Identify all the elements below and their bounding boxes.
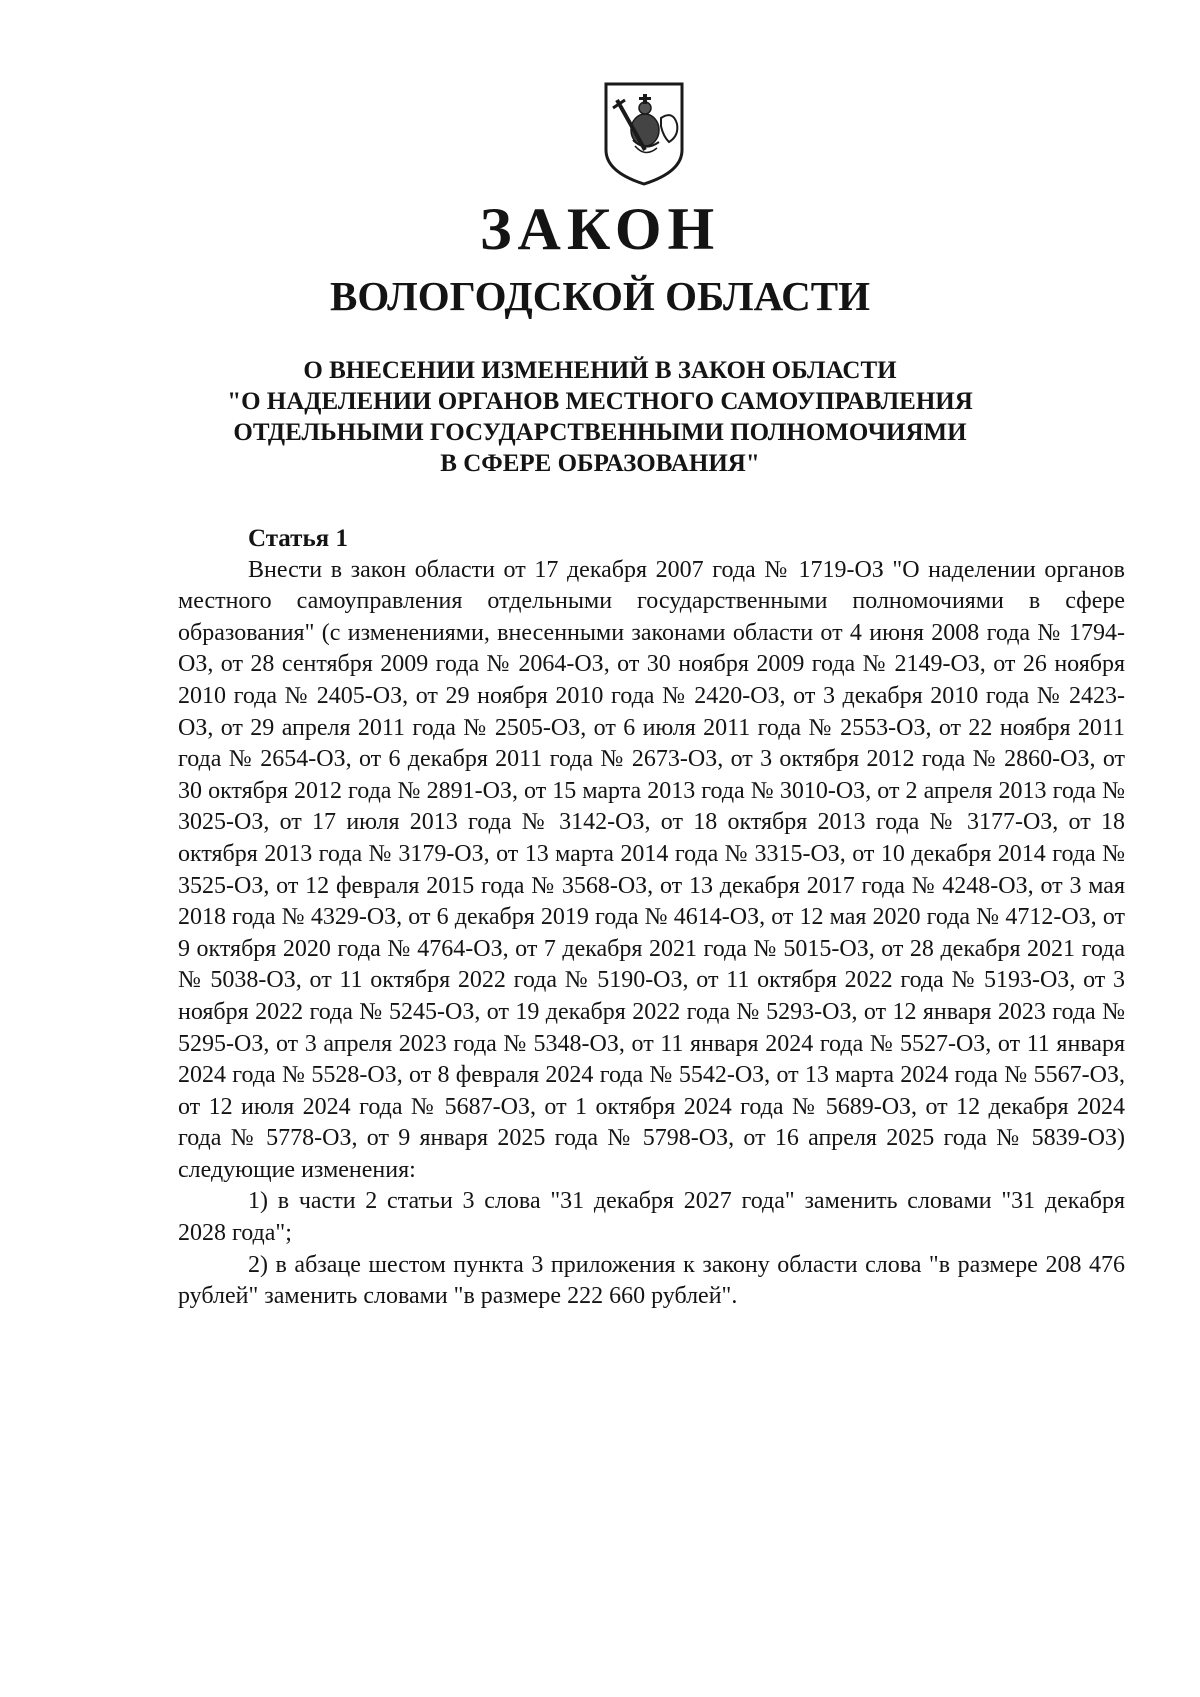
article-heading: Статья 1	[248, 525, 348, 552]
article-intro-paragraph: Внести в закон области от 17 декабря 2007 года № 1719-ОЗ "О наделении органов местного самоуправления отдельными государственными полномочиями в сфере образования" (с изменениями, внесенными законами области от 4 июня 2008 года № 1794-ОЗ, от 28 сентября 2009 года № 2064-ОЗ, от 30 ноября 2009 года № 2149-ОЗ, от 26 ноября 2010 года № 2405-ОЗ, от 29 ноября 2010 года № 2420-ОЗ, от 3 декабря 2010 года № 2423-ОЗ, от 29 апреля 2011 года № 2505-ОЗ, от 6 июля 2011 года № 2553-ОЗ, от 22 ноября 2011 года № 2654-ОЗ, от 6 декабря 2011 года № 2673-ОЗ, от 3 октября 2012 года № 2860-ОЗ, от 30 октября 2012 года № 2891-ОЗ, от 15 марта 2013 года № 3010-ОЗ, от 2 апреля 2013 года № 3025-ОЗ, от 17 июля 2013 года № 3142-ОЗ, от 18 октября 2013 года № 3177-ОЗ, от 18 октября 2013 года № 3179-ОЗ, от 13 марта 2014 года № 3315-ОЗ, от 10 декабря 2014 года № 3525-ОЗ, от 12 февраля 2015 года № 3568-ОЗ, от 13 декабря 2017 года № 4248-ОЗ, от 3 мая 2018 года № 4329-ОЗ, от 6 декабря 2019 года № 4614-ОЗ, от 12 мая 2020 года № 4712-ОЗ, от 9 октября 2020 года № 4764-ОЗ, от 7 декабря 2021 года № 5015-ОЗ, от 28 декабря 2021 года № 5038-ОЗ, от 11 октября 2022 года № 5190-ОЗ, от 11 октября 2022 года № 5193-ОЗ, от 3 ноября 2022 года № 5245-ОЗ, от 19 декабря 2022 года № 5293-ОЗ, от 12 января 2023 года № 5295-ОЗ, от 3 апреля 2023 года № 5348-ОЗ, от 11 января 2024 года № 5527-ОЗ, от 11 января 2024 года № 5528-ОЗ, от 8 февраля 2024 года № 5542-ОЗ, от 13 марта 2024 года № 5567-ОЗ, от 12 июля 2024 года № 5687-ОЗ, от 1 октября 2024 года № 5689-ОЗ, от 12 декабря 2024 года № 5778-ОЗ, от 9 января 2025 года № 5798-ОЗ, от 16 апреля 2025 года № 5839-ОЗ) следующие изменения:	[178, 556, 1125, 1183]
article-item-2: 2) в абзаце шестом пункта 3 приложения к закону области слова "в размере 208 476 рублей" заменить словами "в размере 222 660 рублей".	[178, 1251, 1125, 1310]
subject-line: В СФЕРЕ ОБРАЗОВАНИЯ"	[440, 450, 760, 477]
subject-line: О ВНЕСЕНИИ ИЗМЕНЕНИЙ В ЗАКОН ОБЛАСТИ	[303, 357, 897, 384]
document-title: ЗАКОН	[479, 196, 721, 262]
subject-line: ОТДЕЛЬНЫМИ ГОСУДАРСТВЕННЫМИ ПОЛНОМОЧИЯМИ	[233, 419, 967, 446]
article-item-1: 1) в части 2 статьи 3 слова "31 декабря 2027 года" заменить словами "31 декабря 2028 года";	[178, 1188, 1125, 1247]
document-region: ВОЛОГОДСКОЙ ОБЛАСТИ	[329, 273, 871, 319]
article-body	[178, 523, 1125, 1313]
subject-line: "О НАДЕЛЕНИИ ОРГАНОВ МЕСТНОГО САМОУПРАВЛЕНИЯ	[227, 388, 973, 415]
coat-of-arms-icon	[603, 80, 685, 188]
document-subject	[150, 355, 1050, 479]
